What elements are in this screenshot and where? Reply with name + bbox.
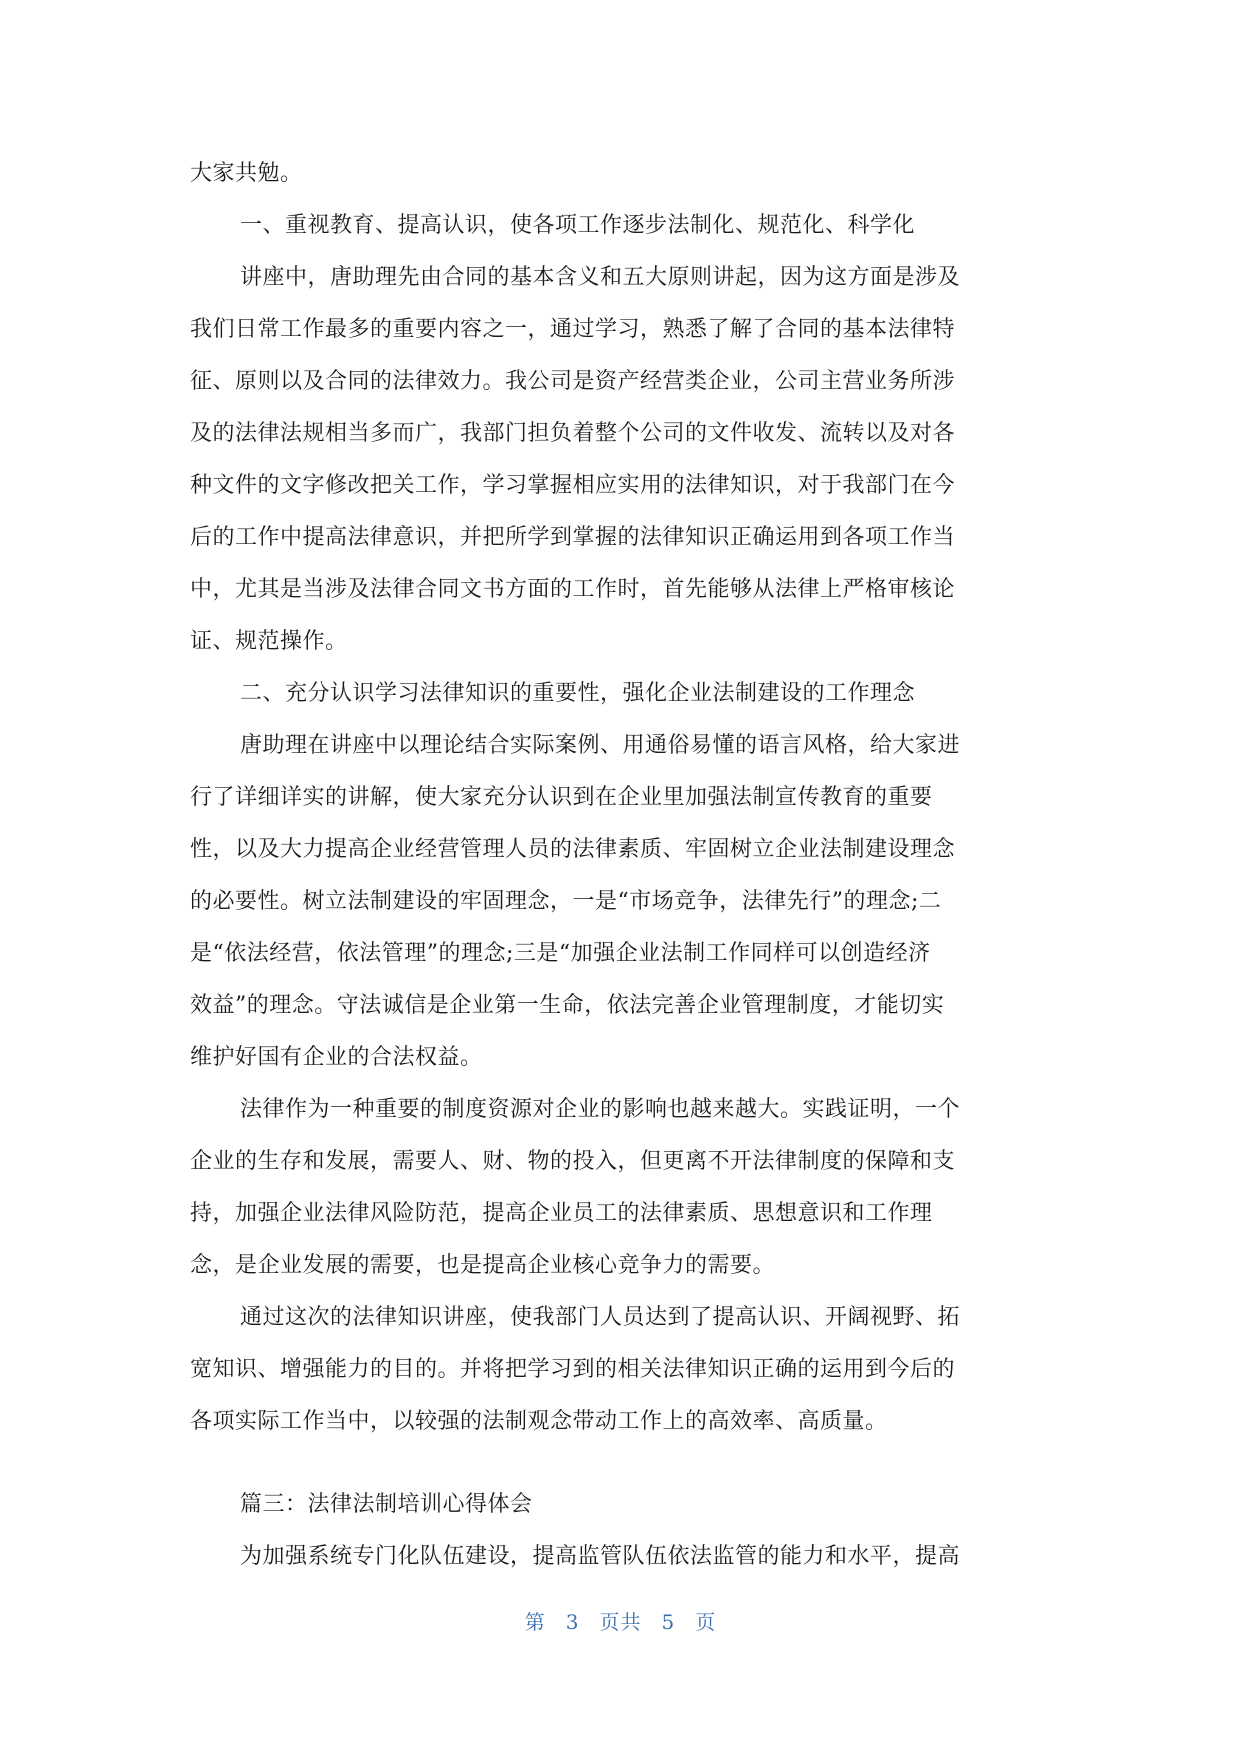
text-line: 证、规范操作。 [190, 629, 348, 654]
current-page-number: 3 [565, 1610, 580, 1634]
total-page-count: 5 [661, 1610, 676, 1634]
text-line: 大家共勉。 [190, 161, 303, 186]
text-line: 维护好国有企业的合法权益。 [190, 1045, 483, 1070]
text-line: 我们日常工作最多的重要内容之一，通过学习，熟悉了解了合同的基本法律特 [190, 317, 956, 342]
text-line: 及的法律法规相当多而广，我部门担负着整个公司的文件收发、流转以及对各 [190, 421, 956, 446]
text-line: 为加强系统专门化队伍建设，提高监管队伍依法监管的能力和水平，提高 [240, 1544, 961, 1569]
text-line: 效益”的理念。守法诚信是企业第一生命，依法完善企业管理制度，才能切实 [190, 993, 945, 1018]
text-line: 各项实际工作当中，以较强的法制观念带动工作上的高效率、高质量。 [190, 1409, 888, 1434]
text-line: 企业的生存和发展，需要人、财、物的投入，但更离不开法律制度的保障和支 [190, 1149, 956, 1174]
text-line: 唐助理在讲座中以理论结合实际案例、用通俗易懂的语言风格，给大家进 [240, 733, 961, 758]
article-title: 篇三：法律法制培训心得体会 [240, 1492, 533, 1517]
text-line: 讲座中，唐助理先由合同的基本含义和五大原则讲起，因为这方面是涉及 [240, 265, 961, 290]
footer-prefix: 第 [524, 1610, 546, 1634]
page-footer [0, 1606, 1241, 1635]
footer-suffix: 页 [695, 1610, 717, 1634]
text-line: 念，是企业发展的需要，也是提高企业核心竞争力的需要。 [190, 1253, 776, 1278]
text-line: 种文件的文字修改把关工作，学习掌握相应实用的法律知识，对于我部门在今 [190, 473, 956, 498]
text-line: 宽知识、增强能力的目的。并将把学习到的相关法律知识正确的运用到今后的 [190, 1357, 956, 1382]
text-line: 的必要性。树立法制建设的牢固理念，一是“市场竞争，法律先行”的理念;二 [190, 889, 942, 914]
text-line: 行了详细详实的讲解，使大家充分认识到在企业里加强法制宣传教育的重要 [190, 785, 933, 810]
text-line: 法律作为一种重要的制度资源对企业的影响也越来越大。实践证明，一个 [240, 1097, 961, 1122]
text-line: 中，尤其是当涉及法律合同文书方面的工作时，首先能够从法律上严格审核论 [190, 577, 956, 602]
text-line: 持，加强企业法律风险防范，提高企业员工的法律素质、思想意识和工作理 [190, 1201, 933, 1226]
text-line: 是“依法经营，依法管理”的理念;三是“加强企业法制工作同样可以创造经济 [190, 941, 931, 966]
text-line: 性，以及大力提高企业经营管理人员的法律素质、牢固树立企业法制建设理念 [190, 837, 956, 862]
section-heading: 一、重视教育、提高认识，使各项工作逐步法制化、规范化、科学化 [240, 213, 916, 238]
text-line: 征、原则以及合同的法律效力。我公司是资产经营类企业，公司主营业务所涉 [190, 369, 956, 394]
text-line: 后的工作中提高法律意识，并把所学到掌握的法律知识正确运用到各项工作当 [190, 525, 956, 550]
text-line: 通过这次的法律知识讲座，使我部门人员达到了提高认识、开阔视野、拓 [240, 1305, 961, 1330]
section-heading: 二、充分认识学习法律知识的重要性，强化企业法制建设的工作理念 [240, 681, 916, 706]
footer-middle: 页共 [599, 1610, 642, 1634]
